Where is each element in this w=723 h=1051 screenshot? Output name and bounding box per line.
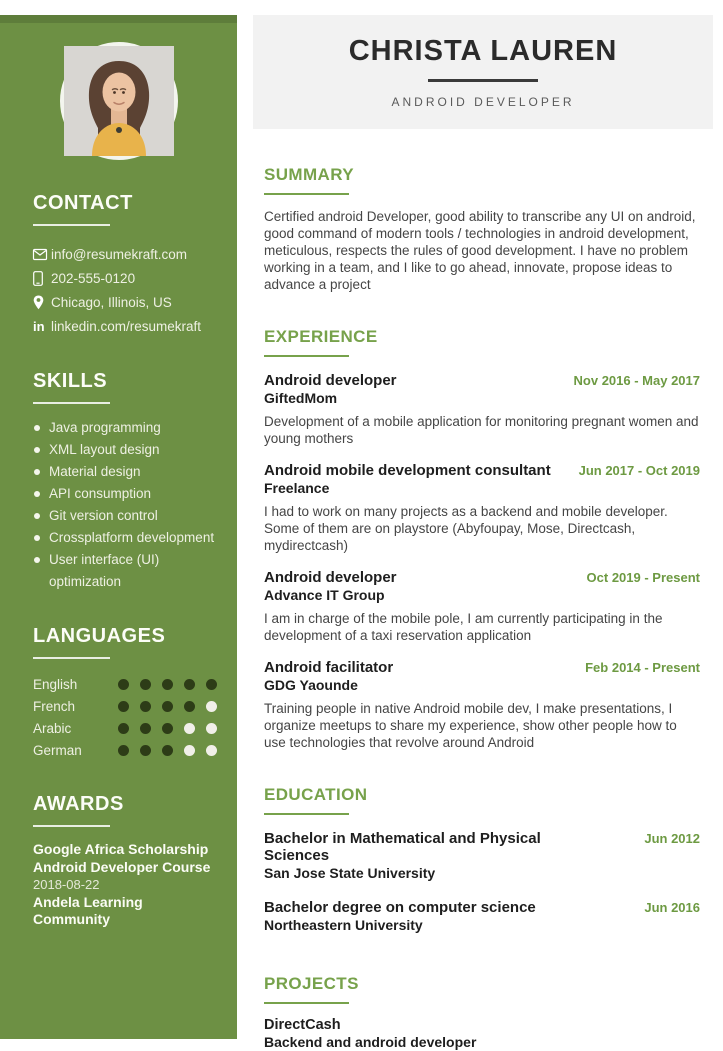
languages-section: [0, 625, 237, 761]
award-date: 2018-08-22: [33, 877, 100, 892]
location-pin-icon: [33, 295, 51, 310]
linkedin-icon: in: [33, 318, 45, 334]
language-name: Arabic: [33, 720, 72, 736]
profile-photo: [60, 42, 178, 160]
skill-item: API consumption: [33, 483, 217, 505]
job-description: Development of a mobile application for monitoring pregnant women and young mothers: [264, 414, 699, 446]
project-name: DirectCash: [264, 1017, 341, 1033]
language-level-dot: [184, 723, 195, 734]
languages-heading-rule: [33, 657, 110, 659]
education-entry: [264, 830, 700, 882]
award-title-line: Google Africa Scholarship: [33, 841, 209, 857]
skills-heading-rule: [33, 402, 110, 404]
summary-section: [264, 165, 700, 293]
main-content: [237, 15, 723, 1051]
projects-heading-rule: [264, 1002, 349, 1004]
job-role-title: ANDROID DEVELOPER: [391, 95, 575, 109]
awards-heading-rule: [33, 825, 110, 827]
experience-entry: [264, 372, 700, 447]
summary-text: Certified android Developer, good ability to transcribe any UI on android, good command of modern tools / technologies in android development, meticulous, respects the rules of good development. I have no problem working in a team, and I like to go ahead, innovate, propose ideas to advance a project: [264, 209, 696, 292]
experience-heading-rule: [264, 355, 349, 357]
job-date: Nov 2016 - May 2017: [573, 373, 700, 388]
language-level-dot: [118, 679, 129, 690]
language-level-dot: [162, 701, 173, 712]
contact-row-email: [33, 242, 217, 266]
skill-item: Git version control: [33, 505, 217, 527]
job-date: Jun 2017 - Oct 2019: [578, 463, 700, 478]
phone-icon: [33, 271, 51, 286]
experience-heading: EXPERIENCE: [264, 327, 378, 346]
language-level-dot: [206, 701, 217, 712]
job-date: Oct 2019 - Present: [586, 570, 700, 585]
contact-row-location: [33, 290, 217, 314]
experience-entry: [264, 462, 700, 554]
contact-section: [0, 192, 237, 338]
job-company: Freelance: [264, 480, 330, 496]
education-date: Jun 2016: [644, 900, 700, 915]
skill-item: XML layout design: [33, 439, 217, 461]
contact-row-linkedin: [33, 314, 217, 338]
skills-heading: SKILLS: [33, 370, 108, 392]
project-role: Backend and android developer: [264, 1034, 477, 1050]
awards-heading: AWARDS: [33, 793, 124, 815]
language-level-dot: [118, 745, 129, 756]
language-level-dot: [184, 701, 195, 712]
skills-section: [0, 370, 237, 593]
contact-row-phone: [33, 266, 217, 290]
summary-heading-rule: [264, 193, 349, 195]
language-level-dots: [118, 723, 217, 734]
degree-title: Bachelor in Mathematical and Physical Sciences: [264, 830, 541, 864]
school-name: Northeastern University: [264, 917, 423, 933]
contact-linkedin: linkedin.com/resumekraft: [51, 318, 202, 334]
experience-entry: [264, 659, 700, 751]
skills-list: [33, 417, 217, 593]
language-name: German: [33, 742, 82, 758]
skill-item: Java programming: [33, 417, 217, 439]
award-item: [33, 841, 217, 929]
avatar-illustration: [64, 46, 174, 156]
experience-section: [264, 327, 700, 751]
sidebar: [0, 15, 237, 1039]
languages-heading: LANGUAGES: [33, 625, 166, 647]
language-level-dot: [118, 723, 129, 734]
language-level-dot: [140, 679, 151, 690]
contact-heading: CONTACT: [33, 192, 133, 214]
job-title: Android developer: [264, 372, 397, 389]
job-company: Advance IT Group: [264, 587, 385, 603]
contact-phone: 202-555-0120: [51, 270, 136, 286]
language-level-dot: [206, 679, 217, 690]
language-row: [33, 695, 217, 717]
education-date: Jun 2012: [644, 831, 700, 846]
contact-location: Chicago, Illinois, US: [51, 294, 172, 310]
language-row: [33, 717, 217, 739]
job-title: Android facilitator: [264, 659, 394, 676]
job-description: Training people in native Android mobile dev, I make presentations, I organize meetups to share my experience, show other people how to use technologies that revolve around Android: [264, 701, 677, 750]
header: [253, 15, 713, 129]
contact-heading-rule: [33, 224, 110, 226]
job-description: I am in charge of the mobile pole, I am currently participating in the development of a taxi reservation application: [264, 611, 663, 643]
school-name: San Jose State University: [264, 865, 436, 881]
education-section: [264, 785, 700, 934]
language-level-dot: [162, 745, 173, 756]
language-level-dot: [206, 745, 217, 756]
job-company: GiftedMom: [264, 390, 338, 406]
language-level-dots: [118, 701, 217, 712]
language-name: English: [33, 676, 78, 692]
degree-title: Bachelor degree on computer science: [264, 899, 536, 916]
language-level-dot: [140, 745, 151, 756]
skill-item: Material design: [33, 461, 217, 483]
language-level-dots: [118, 745, 217, 756]
resume-page: [0, 15, 723, 1050]
project-entry: [264, 1017, 700, 1051]
projects-section: [264, 974, 700, 1051]
job-description: I had to work on many projects as a backend and mobile developer. Some of them are on playstore (Abyfoupay, Mose, Directcash, mydirectcash): [264, 504, 668, 553]
job-company: GDG Yaounde: [264, 677, 358, 693]
job-date: Feb 2014 - Present: [585, 660, 700, 675]
envelope-icon: [33, 249, 51, 260]
projects-heading: PROJECTS: [264, 974, 359, 993]
education-heading-rule: [264, 813, 349, 815]
language-level-dot: [162, 723, 173, 734]
language-level-dot: [118, 701, 129, 712]
award-title-line: Android Developer Course: [33, 858, 211, 875]
language-level-dot: [140, 723, 151, 734]
awards-section: [0, 793, 237, 929]
contact-list: [33, 242, 217, 338]
education-heading: EDUCATION: [264, 785, 368, 804]
language-level-dot: [206, 723, 217, 734]
language-row: [33, 739, 217, 761]
name-divider: [428, 79, 538, 82]
language-level-dot: [140, 701, 151, 712]
skill-item: Crossplatform development: [33, 527, 217, 549]
profile-photo-wrap: [0, 42, 237, 160]
language-level-dots: [118, 679, 217, 690]
award-organization: Andela Learning Community: [33, 893, 143, 927]
job-title: Android developer: [264, 569, 397, 586]
contact-email: info@resumekraft.com: [51, 246, 187, 262]
job-title: Android mobile development consultant: [264, 462, 551, 479]
summary-heading: SUMMARY: [264, 165, 354, 184]
person-name: CHRISTA LAUREN: [348, 35, 618, 67]
education-entry: [264, 899, 700, 934]
language-level-dot: [184, 745, 195, 756]
skill-item: User interface (UI) optimization: [33, 549, 217, 593]
language-row: [33, 673, 217, 695]
experience-entry: [264, 569, 700, 644]
language-level-dot: [162, 679, 173, 690]
language-name: French: [33, 698, 76, 714]
languages-list: [33, 673, 217, 761]
language-level-dot: [184, 679, 195, 690]
